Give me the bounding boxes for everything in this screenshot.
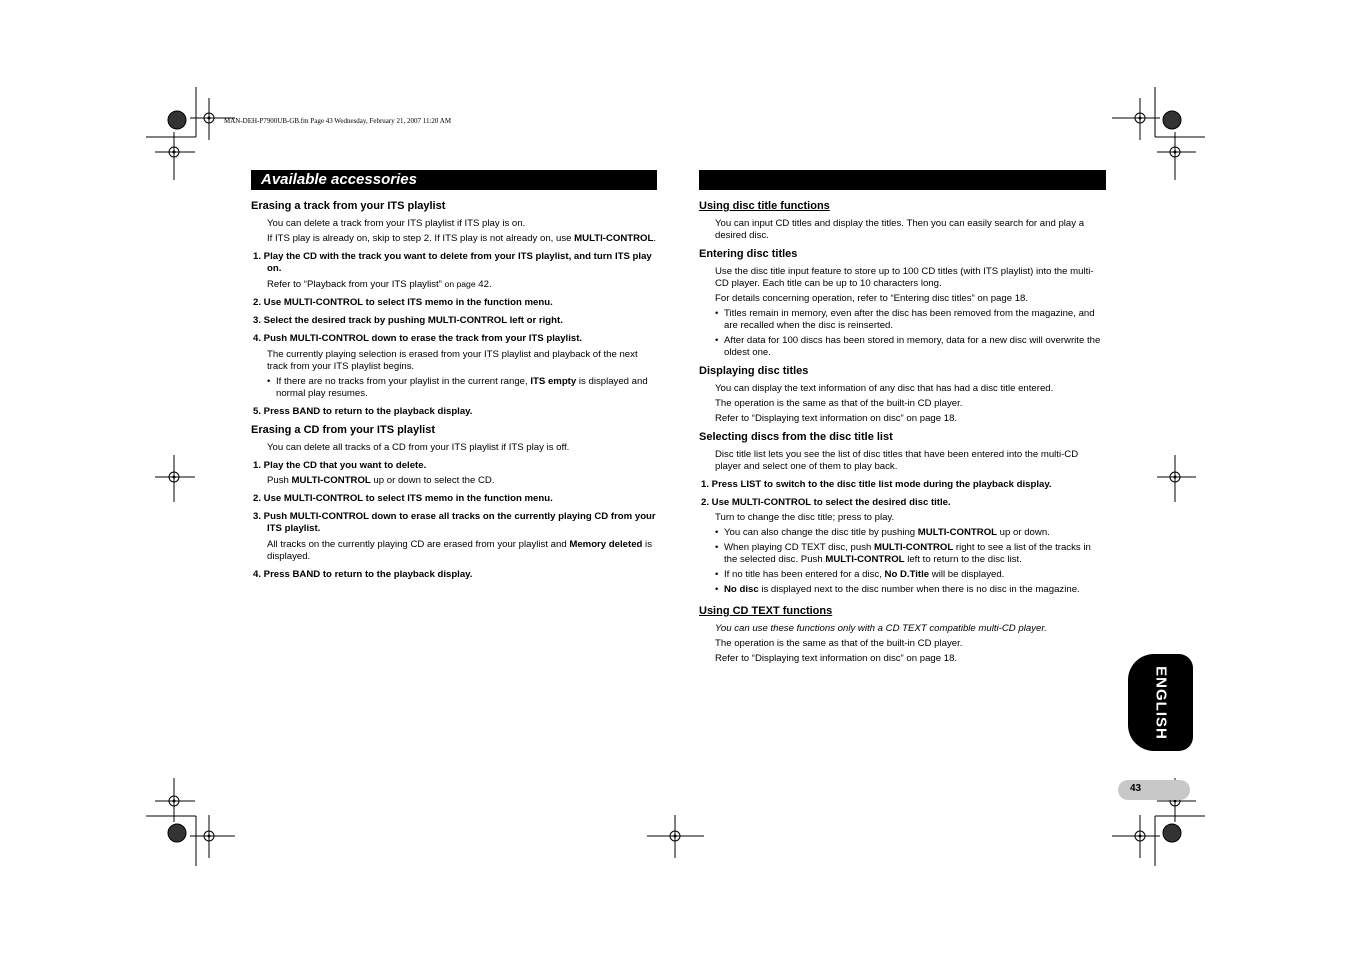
page-number: 43 bbox=[1130, 783, 1142, 794]
paragraph: Refer to “Playback from your ITS playlist” on page 42. bbox=[267, 279, 492, 290]
bullet-item: • You can also change the disc title by pushing MULTI-CONTROL up or down. bbox=[715, 527, 1050, 538]
bullet-item: • No disc is displayed next to the disc number when there is no disc in the magazine. bbox=[715, 584, 1080, 595]
paragraph: The currently playing selection is erased from your ITS playlist and playback of the next track from your ITS playlist begins. bbox=[267, 349, 638, 372]
step-item: 1. Play the CD with the track you want to delete from your ITS playlist, and turn ITS play on. bbox=[253, 251, 652, 274]
step-item: 1. Press LIST to switch to the disc title list mode during the playback display. bbox=[701, 479, 1052, 490]
section-band-right bbox=[699, 170, 1106, 190]
bullet-item: • After data for 100 discs has been stored in memory, data for a new disc will overwrite the oldest one. bbox=[715, 335, 1101, 358]
file-header: MAN-DEH-P7900UB-GB.fm Page 43 Wednesday, February 21, 2007 11:20 AM bbox=[224, 117, 452, 125]
paragraph: For details concerning operation, refer to “Entering disc titles” on page 18. bbox=[715, 293, 1029, 304]
paragraph: Disc title list lets you see the list of disc titles that have been entered into the multi-CD player and select one of them to play back. bbox=[715, 449, 1079, 472]
paragraph: The operation is the same as that of the built-in CD player. bbox=[715, 638, 963, 649]
step-item: 4. Push MULTI-CONTROL down to erase the track from your ITS playlist. bbox=[253, 333, 583, 344]
section-title: Available accessories bbox=[261, 171, 417, 188]
heading-cd-text-functions: Using CD TEXT functions bbox=[699, 605, 833, 617]
paragraph: You can display the text information of any disc that has had a disc title entered. bbox=[715, 383, 1054, 394]
step-item: 1. Play the CD that you want to delete. bbox=[253, 460, 427, 471]
step-item: 2. Use MULTI-CONTROL to select ITS memo in the function menu. bbox=[253, 297, 553, 308]
paragraph: The operation is the same as that of the built-in CD player. bbox=[715, 398, 963, 409]
paragraph: Turn to change the disc title; press to play. bbox=[715, 512, 895, 523]
heading-disc-title-functions: Using disc title functions bbox=[699, 200, 830, 212]
language-tab bbox=[1128, 654, 1193, 751]
paragraph: Use the disc title input feature to store up to 100 CD titles (with ITS playlist) into the multi-CD player. Each title can be up to 10 characters long. bbox=[715, 266, 1094, 289]
paragraph: You can delete a track from your ITS playlist if ITS play is on. bbox=[267, 218, 526, 229]
step-item: 3. Push MULTI-CONTROL down to erase all tracks on the currently playing CD from your ITS playlist. bbox=[253, 511, 656, 534]
paragraph: Push MULTI-CONTROL up or down to select the CD. bbox=[267, 475, 495, 486]
page-number-badge bbox=[1118, 780, 1190, 800]
bullet-item: • If no title has been entered for a disc, No D.Title will be displayed. bbox=[715, 569, 1005, 580]
heading-erase-track: Erasing a track from your ITS playlist bbox=[251, 200, 446, 212]
section-band-left bbox=[251, 170, 657, 190]
step-item: 3. Select the desired track by pushing MULTI-CONTROL left or right. bbox=[253, 315, 563, 326]
bullet-item: • If there are no tracks from your playlist in the current range, ITS empty is displayed and normal play resumes. bbox=[267, 376, 648, 399]
heading-displaying-disc-titles: Displaying disc titles bbox=[699, 365, 809, 377]
heading-selecting-discs: Selecting discs from the disc title list bbox=[699, 431, 893, 443]
paragraph: You can delete all tracks of a CD from your ITS playlist if ITS play is off. bbox=[267, 442, 570, 453]
step-item: 4. Press BAND to return to the playback display. bbox=[253, 569, 473, 580]
heading-erase-cd: Erasing a CD from your ITS playlist bbox=[251, 424, 435, 436]
paragraph: You can input CD titles and display the titles. Then you can easily search for and play a desired disc. bbox=[715, 218, 1085, 241]
left-column bbox=[251, 200, 658, 581]
heading-entering-disc-titles: Entering disc titles bbox=[699, 248, 798, 260]
paragraph: Refer to “Displaying text information on disc” on page 18. bbox=[715, 413, 958, 424]
paragraph: You can use these functions only with a CD TEXT compatible multi-CD player. bbox=[715, 623, 1047, 634]
paragraph: Refer to “Displaying text information on disc” on page 18. bbox=[715, 653, 958, 664]
bullet-item: • Titles remain in memory, even after the disc has been removed from the magazine, and are recalled when the disc is reinserted. bbox=[715, 308, 1095, 331]
bullet-item: • When playing CD TEXT disc, push MULTI-CONTROL right to see a list of the tracks in the selected disc. Push MULTI-CONTROL left to return to the disc list. bbox=[715, 542, 1091, 565]
step-item: 2. Use MULTI-CONTROL to select ITS memo in the function menu. bbox=[253, 493, 553, 504]
step-item: 2. Use MULTI-CONTROL to select the desired disc title. bbox=[701, 497, 951, 508]
paragraph: All tracks on the currently playing CD are erased from your playlist and Memory deleted is displayed. bbox=[267, 539, 652, 562]
step-item: 5. Press BAND to return to the playback display. bbox=[253, 406, 473, 417]
right-column bbox=[699, 200, 1106, 665]
language-tab-label: ENGLISH bbox=[1152, 665, 1169, 740]
paragraph: If ITS play is already on, skip to step 2. If ITS play is not already on, use MULTI-CONTROL. bbox=[267, 233, 657, 244]
